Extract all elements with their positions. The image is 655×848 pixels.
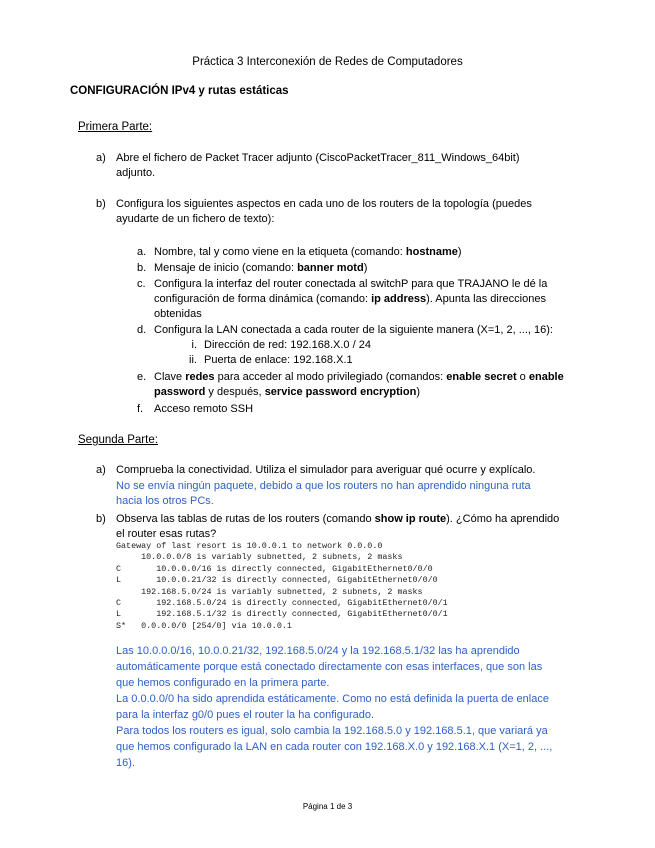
console-line: 10.0.0.0/8 is variably subnetted, 2 subnets, 2 masks: [116, 552, 403, 563]
part1-b-line2: ayudarte de un fichero de texto):: [116, 213, 275, 225]
sub-b-label: b.: [137, 262, 147, 274]
sub-d-ii-label: ii.: [189, 354, 197, 366]
answer-line: para la interfaz g0/0 pues el router la ha configurado.: [116, 709, 375, 721]
part2-a-answer-line1: No se envía ningún paquete, debido a que los routers no han aprendido ninguna ruta: [116, 480, 531, 492]
console-line: C 192.168.5.0/24 is directly connected, GigabitEthernet0/0/1: [116, 598, 448, 609]
sub-b-text: Mensaje de inicio (comando: banner motd): [154, 262, 368, 274]
sub-c-label: c.: [137, 278, 146, 290]
answer-line: que hemos configurado la LAN en cada router con 192.168.X.0 y 192.168.X.1 (X=1, 2, ...,: [116, 741, 553, 753]
part2-title: Segunda Parte:: [78, 434, 158, 446]
answer-line: automáticamente porque está conectado directamente con esas interfaces, que son las: [116, 661, 543, 673]
console-line: L 192.168.5.1/32 is directly connected, GigabitEthernet0/0/1: [116, 609, 448, 620]
sub-f-text: Acceso remoto SSH: [154, 403, 254, 415]
part1-b-line1: Configura los siguientes aspectos en cada uno de los routers de la topología (puedes: [116, 198, 532, 210]
console-line: L 10.0.0.21/32 is directly connected, GigabitEthernet0/0/0: [116, 575, 438, 586]
console-line: 192.168.5.0/24 is variably subnetted, 2 subnets, 2 masks: [116, 586, 423, 597]
answer-line: La 0.0.0.0/0 ha sido aprendida estáticamente. Como no está definida la puerta de enlace: [116, 693, 549, 705]
answer-line: que hemos configurado en la primera parte.: [116, 677, 330, 689]
page-footer: Página 1 de 3: [302, 802, 353, 811]
part1-title: Primera Parte:: [78, 121, 153, 133]
part2-b-label: b): [96, 513, 106, 525]
part2-b-line2: el router esas rutas?: [116, 528, 217, 540]
sub-d-ii-text: Puerta de enlace: 192.168.X.1: [204, 354, 353, 366]
part1-b-label: b): [96, 198, 106, 210]
sub-a-text: Nombre, tal y como viene en la etiqueta (comando: hostname): [154, 246, 462, 258]
part1-a-line2: adjunto.: [116, 167, 156, 179]
sub-c-line1: Configura la interfaz del router conectada al switchP para que TRAJANO le dé la: [154, 278, 548, 290]
console-line: Gateway of last resort is 10.0.0.1 to network 0.0.0.0: [116, 541, 383, 551]
sub-e-line1: Clave redes para acceder al modo privilegiado (comandos: enable secret o enable: [154, 371, 564, 383]
sub-f-label: f.: [137, 403, 144, 415]
part2-a-label: a): [96, 464, 106, 476]
sub-d-i-label: i.: [191, 339, 197, 351]
part1-a-label: a): [96, 152, 106, 164]
part1-a-line1: Abre el fichero de Packet Tracer adjunto (CiscoPacketTracer_811_Windows_64bit): [116, 152, 520, 164]
sub-e-line2: password y después, service password encryption): [154, 386, 420, 398]
route-table-console: [116, 541, 448, 632]
answer-line: 16).: [116, 757, 135, 769]
console-line: C 10.0.0.0/16 is directly connected, GigabitEthernet0/0/0: [116, 563, 433, 574]
sub-d-i-text: Dirección de red: 192.168.X.0 / 24: [204, 339, 371, 351]
sub-a-label: a.: [137, 246, 147, 258]
sub-d-line1: Configura la LAN conectada a cada router de la siguiente manera (X=1, 2, ..., 16):: [154, 324, 553, 336]
document-title: Práctica 3 Interconexión de Redes de Computadores: [192, 56, 463, 68]
sub-d-label: d.: [137, 324, 147, 336]
sub-c-line3: obtenidas: [154, 308, 202, 320]
answer-line: Las 10.0.0.0/16, 10.0.0.21/32, 192.168.5.0/24 y la 192.168.5.1/32 las ha aprendido: [116, 645, 520, 657]
part2-a-answer-line2: hacia los otros PCs.: [116, 495, 214, 507]
answer-line: Para todos los routers es igual, solo cambia la 192.168.5.0 y 192.168.5.1, que variará ya: [116, 725, 548, 737]
sub-e-label: e.: [137, 371, 147, 383]
part2-b-line1: Observa las tablas de rutas de los routers (comando show ip route). ¿Cómo ha aprendido: [116, 513, 560, 525]
section-heading: CONFIGURACIÓN IPv4 y rutas estáticas: [70, 85, 289, 97]
console-line: S* 0.0.0.0/0 [254/0] via 10.0.0.1: [116, 620, 292, 631]
part2-a-text: Comprueba la conectividad. Utiliza el simulador para averiguar qué ocurre y explícalo.: [116, 464, 536, 476]
sub-c-line2: configuración de forma dinámica (comando: ip address). Apunta las direcciones: [154, 293, 546, 305]
